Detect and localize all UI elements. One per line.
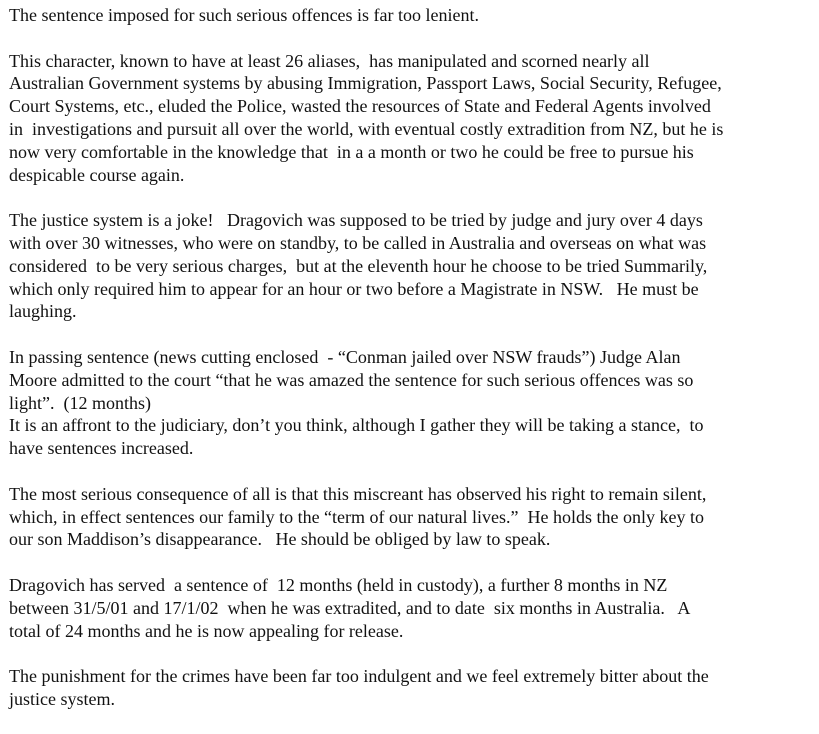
- text-line: our son Maddison’s disappearance. He should be obliged by law to speak.: [9, 529, 551, 550]
- text-line: The sentence imposed for such serious offences is far too lenient.: [9, 5, 480, 25]
- text-line: The justice system is a joke! Dragovich was supposed to be tried by judge and jury over 4 days: [9, 210, 703, 231]
- paragraph-punishment: [9, 665, 814, 711]
- text-line: The punishment for the crimes have been far too indulgent and we feel extremely bitter about the: [9, 666, 709, 687]
- text-line: which, in effect sentences our family to the “term of our natural lives.” He holds the only key to: [9, 506, 704, 527]
- text-line: Moore admitted to the court “that he was amazed the sentence for such serious offences was so: [9, 369, 694, 390]
- text-line: Australian Government systems by abusing Immigration, Passport Laws, Social Security, Refugee,: [9, 73, 722, 94]
- paragraph-passing-sentence: [9, 346, 814, 460]
- paragraph-consequence: [9, 483, 814, 551]
- text-line: considered to be very serious charges, but at the eleventh hour he choose to be tried Summarily,: [9, 255, 708, 276]
- text-line: Court Systems, etc., eluded the Police, wasted the resources of State and Federal Agents involved: [9, 96, 711, 117]
- text-line: total of 24 months and he is now appealing for release.: [9, 620, 404, 641]
- paragraph-aliases: [9, 50, 814, 187]
- text-line: In passing sentence (news cutting enclosed - “Conman jailed over NSW frauds”) Judge Alan: [9, 346, 681, 367]
- paragraph-leniency: [9, 4, 814, 27]
- paragraph-time-served: [9, 574, 814, 642]
- text-line: light”. (12 months): [9, 392, 151, 413]
- text-line: The most serious consequence of all is that this miscreant has observed his right to remain silent,: [9, 483, 707, 504]
- text-line: have sentences increased.: [9, 438, 194, 459]
- text-line: justice system.: [9, 688, 115, 709]
- document-page: [9, 4, 814, 734]
- text-line: between 31/5/01 and 17/1/02 when he was extradited, and to date six months in Australia. A: [9, 597, 691, 618]
- text-line: laughing.: [9, 301, 77, 322]
- text-line: It is an affront to the judiciary, don’t you think, although I gather they will be taking a stance, to: [9, 415, 704, 436]
- text-line: This character, known to have at least 26 aliases, has manipulated and scorned nearly all: [9, 50, 650, 71]
- text-line: with over 30 witnesses, who were on standby, to be called in Australia and overseas on what was: [9, 232, 707, 253]
- text-line: now very comfortable in the knowledge that in a a month or two he could be free to pursue his: [9, 141, 694, 162]
- text-line: Dragovich has served a sentence of 12 months (held in custody), a further 8 months in NZ: [9, 574, 668, 595]
- paragraph-justice-system: [9, 209, 814, 323]
- text-line: despicable course again.: [9, 164, 185, 185]
- text-line: which only required him to appear for an hour or two before a Magistrate in NSW. He must be: [9, 278, 699, 299]
- text-line: in investigations and pursuit all over the world, with eventual costly extradition from NZ, but he is: [9, 118, 724, 139]
